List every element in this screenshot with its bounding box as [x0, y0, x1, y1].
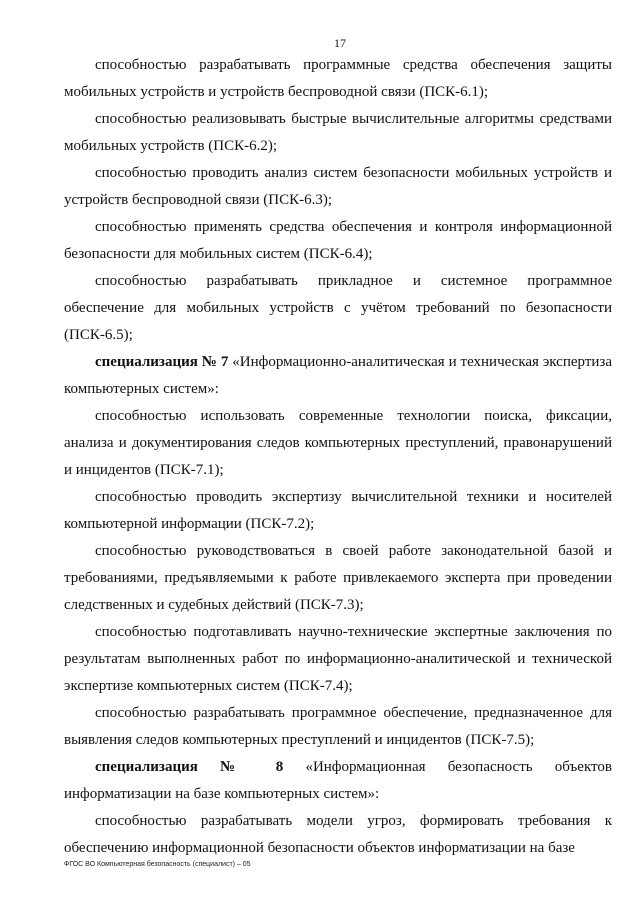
- specialization-label: специализация № 7: [95, 354, 229, 370]
- page-footer: ФГОС ВО Компьютерная безопасность (специалист) – 05: [64, 861, 251, 868]
- document-body: [64, 52, 612, 862]
- paragraph-text: способностью подготавливать научно-технические экспертные заключения по результатам выполненных работ по информационно-аналитической и технической экспертизе компьютерных систем (ПСК-7.4);: [64, 624, 612, 694]
- competency-paragraph: [64, 214, 612, 268]
- competency-paragraph: [64, 160, 612, 214]
- competency-paragraph: [64, 538, 612, 619]
- paragraph-text: способностью проводить экспертизу вычислительной техники и носителей компьютерной информации (ПСК-7.2);: [64, 489, 612, 532]
- specialization-title: «Информационная безопасность объектов информатизации на базе компьютерных систем»:: [64, 759, 612, 802]
- paragraph-text: способностью разрабатывать программные средства обеспечения защиты мобильных устройств и устройств беспроводной связи (ПСК-6.1);: [64, 57, 612, 100]
- competency-paragraph: [64, 106, 612, 160]
- competency-paragraph: [64, 268, 612, 349]
- paragraph-text: способностью разрабатывать прикладное и системное программное обеспечение для мобильных устройств с учётом требований по безопасности (ПСК-6.5);: [64, 273, 612, 343]
- paragraph-text: способностью реализовывать быстрые вычислительные алгоритмы средствами мобильных устройств (ПСК-6.2);: [64, 111, 612, 154]
- paragraph-text: способностью проводить анализ систем безопасности мобильных устройств и устройств беспроводной связи (ПСК-6.3);: [64, 165, 612, 208]
- page-number: 17: [334, 36, 346, 50]
- competency-paragraph: [64, 403, 612, 484]
- specialization-label: специализация № 8: [95, 759, 284, 775]
- paragraph-text: способностью использовать современные технологии поиска, фиксации, анализа и документирования следов компьютерных преступлений, правонарушений и инцидентов (ПСК-7.1);: [64, 408, 612, 478]
- specialization-title: «Информационно-аналитическая и техническая экспертиза компьютерных систем»:: [64, 354, 612, 397]
- paragraph-text: способностью руководствоваться в своей работе законодательной базой и требованиями, предъявляемыми к работе привлекаемого эксперта при проведении следственных и судебных действий (ПСК-7.3);: [64, 543, 612, 613]
- competency-paragraph: [64, 619, 612, 700]
- specialization-heading: [64, 349, 612, 403]
- competency-paragraph: [64, 700, 612, 754]
- paragraph-text: способностью разрабатывать модели угроз, формировать требования к обеспечению информационной безопасности объектов информатизации на базе: [64, 813, 612, 856]
- competency-paragraph: [64, 52, 612, 106]
- specialization-heading: [64, 754, 612, 808]
- paragraph-text: способностью применять средства обеспечения и контроля информационной безопасности для мобильных систем (ПСК-6.4);: [64, 219, 612, 262]
- competency-paragraph: [64, 808, 612, 862]
- competency-paragraph: [64, 484, 612, 538]
- paragraph-text: способностью разрабатывать программное обеспечение, предназначенное для выявления следов компьютерных преступлений и инцидентов (ПСК-7.5);: [64, 705, 612, 748]
